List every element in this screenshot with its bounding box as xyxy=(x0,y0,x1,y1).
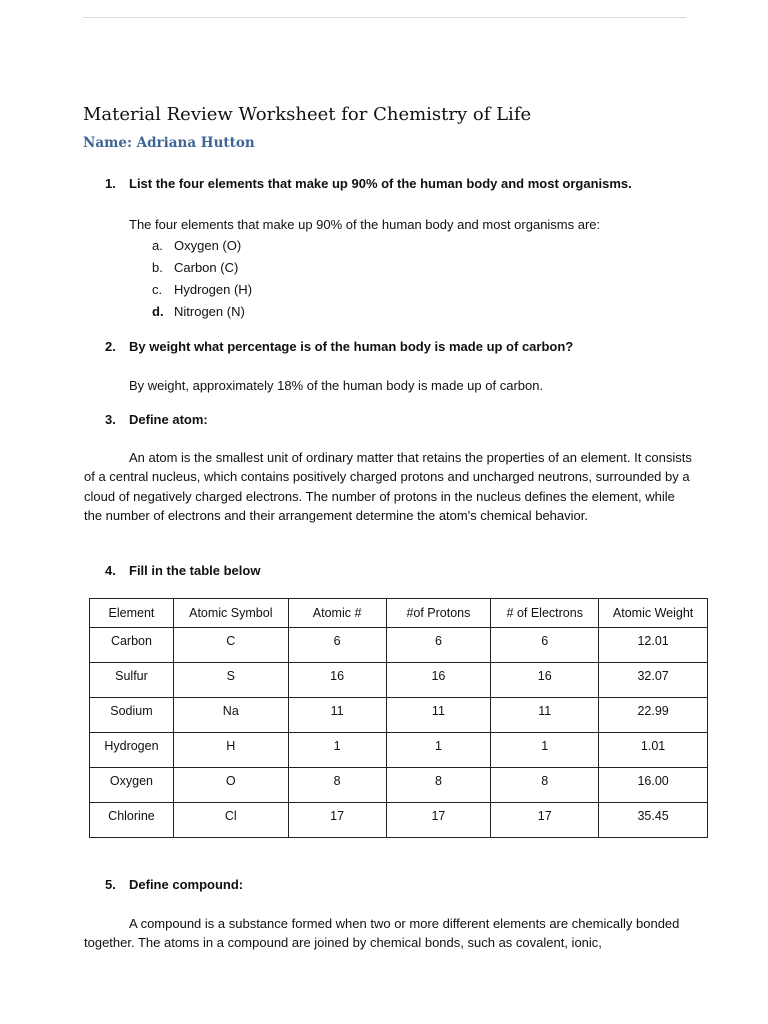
table-cell: O xyxy=(173,768,288,803)
table-cell: 1 xyxy=(288,733,386,768)
table-cell: 8 xyxy=(386,768,491,803)
table-cell: Carbon xyxy=(90,628,174,663)
table-header-row xyxy=(90,599,708,628)
student-name: Name: Adriana Hutton xyxy=(83,135,255,151)
question-number: 3. xyxy=(105,412,116,427)
question-1 xyxy=(105,176,632,191)
answer-5: A compound is a substance formed when two or more different elements are chemically bonded together. The atoms in a compound are joined by chemical bonds, such as covalent, ionic, xyxy=(84,916,680,951)
table-row xyxy=(90,733,708,768)
elements-table xyxy=(89,598,708,838)
question-text: Define atom: xyxy=(129,412,208,427)
answer-3: An atom is the smallest unit of ordinary matter that retains the properties of an element. It consists of a central nucleus, which contains positively charged protons and uncharged neutrons, surrounded by a cloud of negatively charged electrons. The number of protons in the nucleus defines the element, while the number of electrons and their arrangement determine the atom's chemical behavior. xyxy=(84,450,692,524)
table-row xyxy=(90,803,708,838)
column-header: Atomic Symbol xyxy=(173,599,288,628)
table-cell: 6 xyxy=(288,628,386,663)
question-number: 5. xyxy=(105,877,116,892)
table-cell: 17 xyxy=(491,803,599,838)
table-cell: 32.07 xyxy=(599,663,708,698)
table-cell: 16.00 xyxy=(599,768,708,803)
table-cell: Na xyxy=(173,698,288,733)
question-text: List the four elements that make up 90% of the human body and most organisms. xyxy=(129,176,632,191)
question-3 xyxy=(105,412,208,427)
question-5 xyxy=(105,877,243,892)
table-row xyxy=(90,628,708,663)
table-cell: 11 xyxy=(491,698,599,733)
question-text: Fill in the table below xyxy=(129,563,261,578)
table-cell: 22.99 xyxy=(599,698,708,733)
question-number: 2. xyxy=(105,339,116,354)
table-cell: Cl xyxy=(173,803,288,838)
answer-1: The four elements that make up 90% of the human body and most organisms are: xyxy=(129,217,601,232)
table-cell: 8 xyxy=(491,768,599,803)
column-header: Atomic Weight xyxy=(599,599,708,628)
table-cell: Hydrogen xyxy=(90,733,174,768)
table-cell: 17 xyxy=(288,803,386,838)
table-cell: H xyxy=(173,733,288,768)
table-cell: 35.45 xyxy=(599,803,708,838)
list-item: a. Oxygen (O) xyxy=(152,238,242,253)
table-cell: 6 xyxy=(386,628,491,663)
question-text: By weight what percentage is of the human body is made up of carbon? xyxy=(129,339,574,354)
table-cell: 12.01 xyxy=(599,628,708,663)
question-number: 1. xyxy=(105,176,116,191)
table-cell: 16 xyxy=(491,663,599,698)
table-cell: 11 xyxy=(386,698,491,733)
question-text: Define compound: xyxy=(129,877,244,892)
table-row xyxy=(90,768,708,803)
header-rule xyxy=(83,17,686,18)
question-number: 4. xyxy=(105,563,116,578)
column-header: Element xyxy=(90,599,174,628)
table-cell: Chlorine xyxy=(90,803,174,838)
list-item: c. Hydrogen (H) xyxy=(152,282,253,297)
table-cell: 11 xyxy=(288,698,386,733)
worksheet-title: Material Review Worksheet for Chemistry of Life xyxy=(83,104,532,125)
answer-2: By weight, approximately 18% of the human body is made up of carbon. xyxy=(129,378,544,393)
table-cell: 1.01 xyxy=(599,733,708,768)
table-cell: 8 xyxy=(288,768,386,803)
table-cell: S xyxy=(173,663,288,698)
table-cell: Oxygen xyxy=(90,768,174,803)
table-row xyxy=(90,663,708,698)
table-cell: Sodium xyxy=(90,698,174,733)
list-item: d. Nitrogen (N) xyxy=(152,304,245,319)
column-header: # of Electrons xyxy=(491,599,599,628)
table-cell: Sulfur xyxy=(90,663,174,698)
table-row xyxy=(90,698,708,733)
column-header: #of Protons xyxy=(386,599,491,628)
column-header: Atomic # xyxy=(288,599,386,628)
table-cell: 1 xyxy=(386,733,491,768)
table-cell: 6 xyxy=(491,628,599,663)
table-cell: C xyxy=(173,628,288,663)
table-cell: 17 xyxy=(386,803,491,838)
list-item: b. Carbon (C) xyxy=(152,260,239,275)
question-2 xyxy=(105,339,573,354)
table-cell: 1 xyxy=(491,733,599,768)
table-cell: 16 xyxy=(288,663,386,698)
question-4 xyxy=(105,563,260,578)
table-cell: 16 xyxy=(386,663,491,698)
